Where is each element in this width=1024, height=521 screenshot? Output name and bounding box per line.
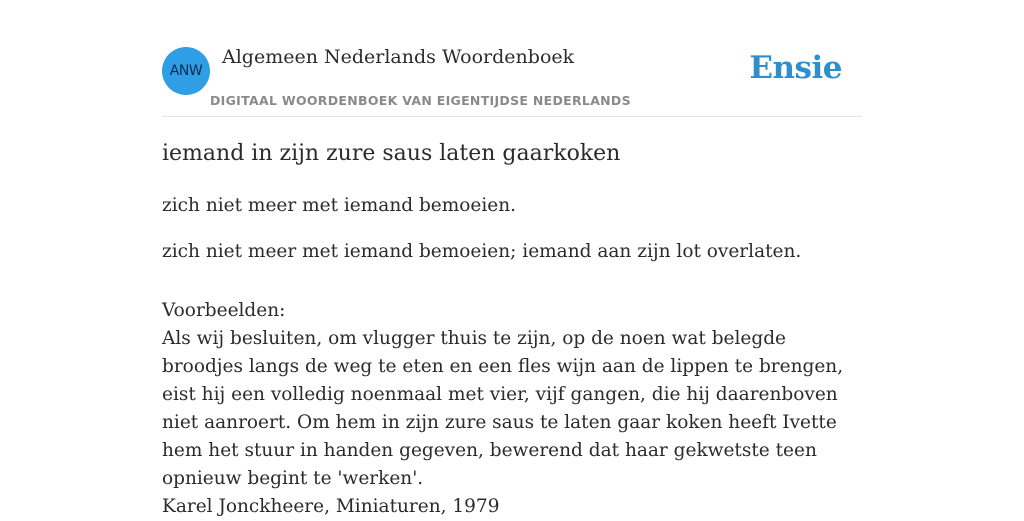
definition-long: zich niet meer met iemand bemoeien; iemand aan zijn lot overlaten. — [162, 241, 802, 262]
site-title[interactable]: Algemeen Nederlands Woordenboek — [222, 46, 575, 68]
anw-logo-text: ANW — [169, 63, 203, 79]
anw-logo[interactable] — [162, 47, 210, 95]
site-subtitle: DIGITAAL WOORDENBOEK VAN EIGENTIJDSE NEDERLANDS — [210, 93, 631, 108]
example-text: Als wij besluiten, om vlugger thuis te zijn, op de noen wat belegde broodjes langs de weg te eten en een fles wijn aan de lippen te brengen, eist hij een volledig noenmaal met vier, vijf gangen, die hij daarenboven niet aanroert. Om hem in zijn zure saus te laten gaar koken heeft Ivette hem het stuur in handen gegeven, bewerend dat haar gekwetste teen opnieuw begint te 'werken'. — [162, 328, 844, 489]
example-source: Karel Jonckheere, Miniaturen, 1979 — [162, 496, 500, 517]
examples-block — [162, 297, 862, 521]
ensie-brand-logo[interactable]: Ensie — [749, 50, 842, 86]
entry-card — [162, 0, 862, 517]
entry-term: iemand in zijn zure saus laten gaarkoken — [162, 141, 621, 166]
definition-short: zich niet meer met iemand bemoeien. — [162, 195, 517, 216]
examples-label: Voorbeelden: — [162, 300, 286, 321]
site-header — [162, 0, 862, 117]
